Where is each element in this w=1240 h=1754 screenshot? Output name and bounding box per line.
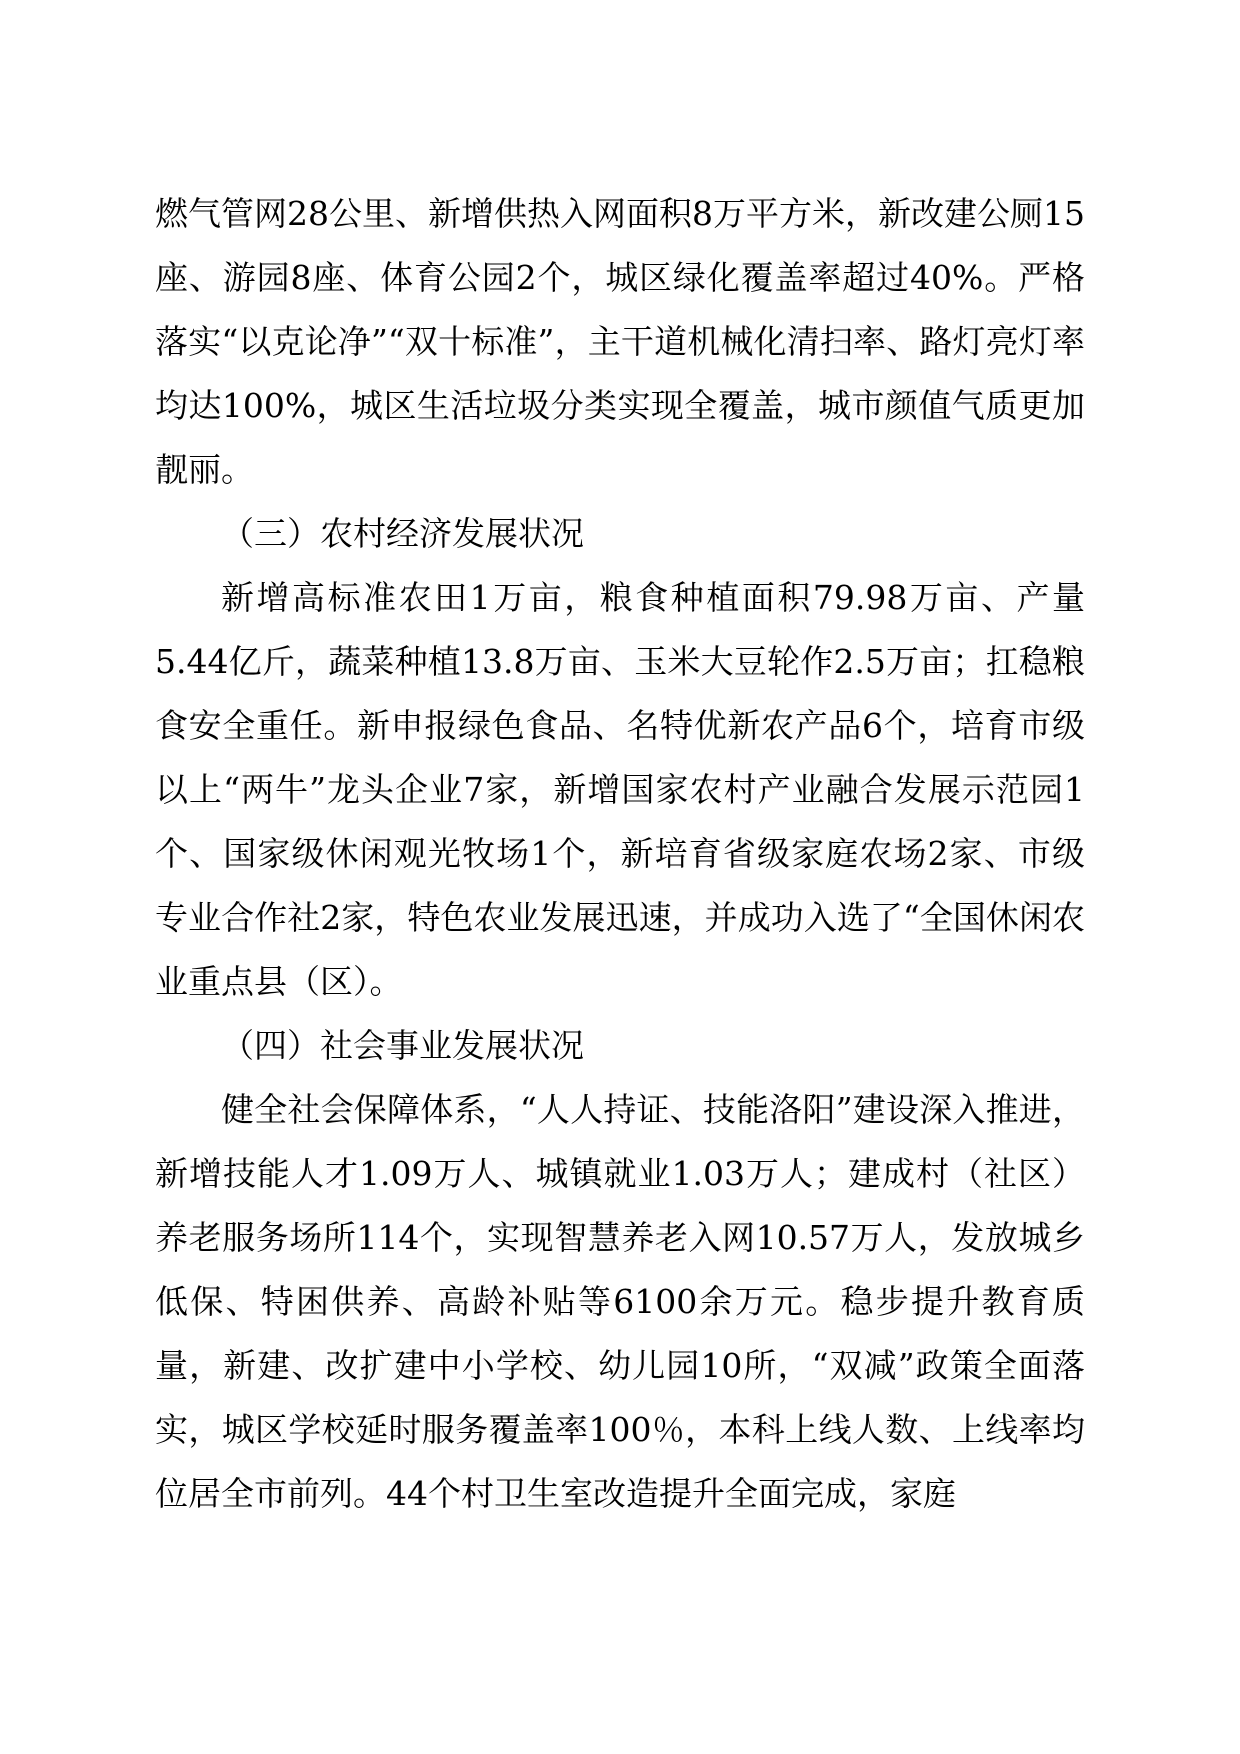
paragraph-social-affairs: 健全社会保障体系，“人人持证、技能洛阳”建设深入推进，新增技能人才1.09万人、城镇就业1.03万人；建成村（社区）养老服务场所114个，实现智慧养老入网10.57万人，发放城乡低保、特困供养、高龄补贴等6100余万元。稳步提升教育质量，新建、改扩建中小学校、幼儿园10所，“双减”政策全面落实，城区学校延时服务覆盖率100％，本科上线人数、上线率均位居全市前列。44个村卫生室改造提升全面完成，家庭 [155, 1090, 1085, 1513]
section-heading-social-affairs: （四）社会事业发展状况 [221, 1026, 584, 1065]
document-body [155, 182, 1085, 1526]
section-heading-rural-economy: （三）农村经济发展状况 [221, 514, 584, 553]
paragraph-rural-economy: 新增高标准农田1万亩，粮食种植面积79.98万亩、产量5.44亿斤，蔬菜种植13.8万亩、玉米大豆轮作2.5万亩；扛稳粮食安全重任。新申报绿色食品、名特优新农产品6个，培育市级以上“两牛”龙头企业7家，新增国家农村产业融合发展示范园1个、国家级休闲观光牧场1个，新培育省级家庭农场2家、市级专业合作社2家，特色农业发展迅速，并成功入选了“全国休闲农业重点县（区）。 [155, 578, 1085, 1001]
paragraph-urban-construction: 燃气管网28公里、新增供热入网面积8万平方米，新改建公厕15座、游园8座、体育公园2个，城区绿化覆盖率超过40%。严格落实“以克论净”“双十标准”，主干道机械化清扫率、路灯亮灯率均达100%，城区生活垃圾分类实现全覆盖，城市颜值气质更加靓丽。 [155, 194, 1085, 489]
